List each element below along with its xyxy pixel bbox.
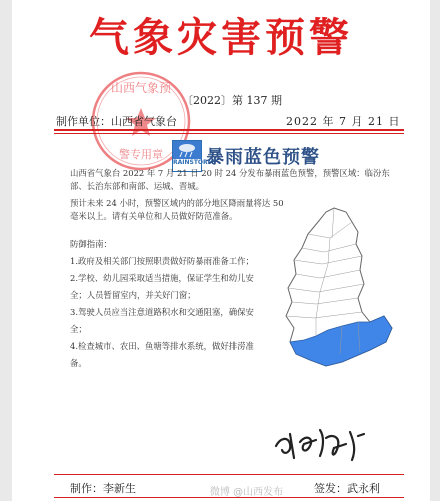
svg-text:警专用章: 警专用章 [119,148,163,161]
signature-image [270,416,370,464]
warning-document [12,0,430,501]
warning-paragraph-1: 山西省气象台 2022 年 7 月 21 日 20 时 24 分发布暴雨蓝色预警，预警区域：临汾东部、长治东部和南部、运城、晋城。 [70,168,390,191]
shanxi-warning-map [272,204,396,374]
signer-label: 签发：武永利 [314,482,380,495]
issue-number: 〔2022〕第 137 期 [182,94,282,107]
guidance-item: 2.学校、幼儿园采取适当措施，保证学生和幼儿安全；人员暂留室内，并关好门窗； [70,273,254,300]
signal-icon-text: RAINSTORM [173,159,214,166]
footer-rule [54,474,404,475]
header-rule [54,129,404,131]
defense-guidance [70,236,270,372]
document-title: 气象灾害预警 [89,14,353,61]
weibo-watermark: 微博 @山西发布 [210,487,284,498]
footer-rule-bottom [54,497,404,498]
header-rule-thin [54,133,404,134]
rain-cloud-icon [173,141,201,159]
warning-signal-title: 暴雨蓝色预警 [206,147,320,168]
svg-text:山西气象预: 山西气象预 [110,81,172,95]
guidance-item: 3.驾驶人员应当注意道路积水和交通阻塞，确保安全； [70,307,254,334]
issuing-unit: 制作单位：山西省气象台 [56,115,177,128]
warning-paragraph-2: 预计未来 24 小时，预警区域内的部分地区降雨量将达 50 毫米以上。请有关单位和人员做好防范准备。 [70,198,284,221]
guidance-title: 防御指南： [70,239,112,249]
guidance-item: 1.政府及相关部门按照职责做好防暴雨准备工作； [70,256,254,266]
issue-date: 2022 年 7 月 21 日 [286,115,401,128]
producer-label: 制作：李新生 [70,482,136,495]
guidance-item: 4.检查城市、农田、鱼塘等排水系统，做好排涝准备。 [70,341,254,368]
